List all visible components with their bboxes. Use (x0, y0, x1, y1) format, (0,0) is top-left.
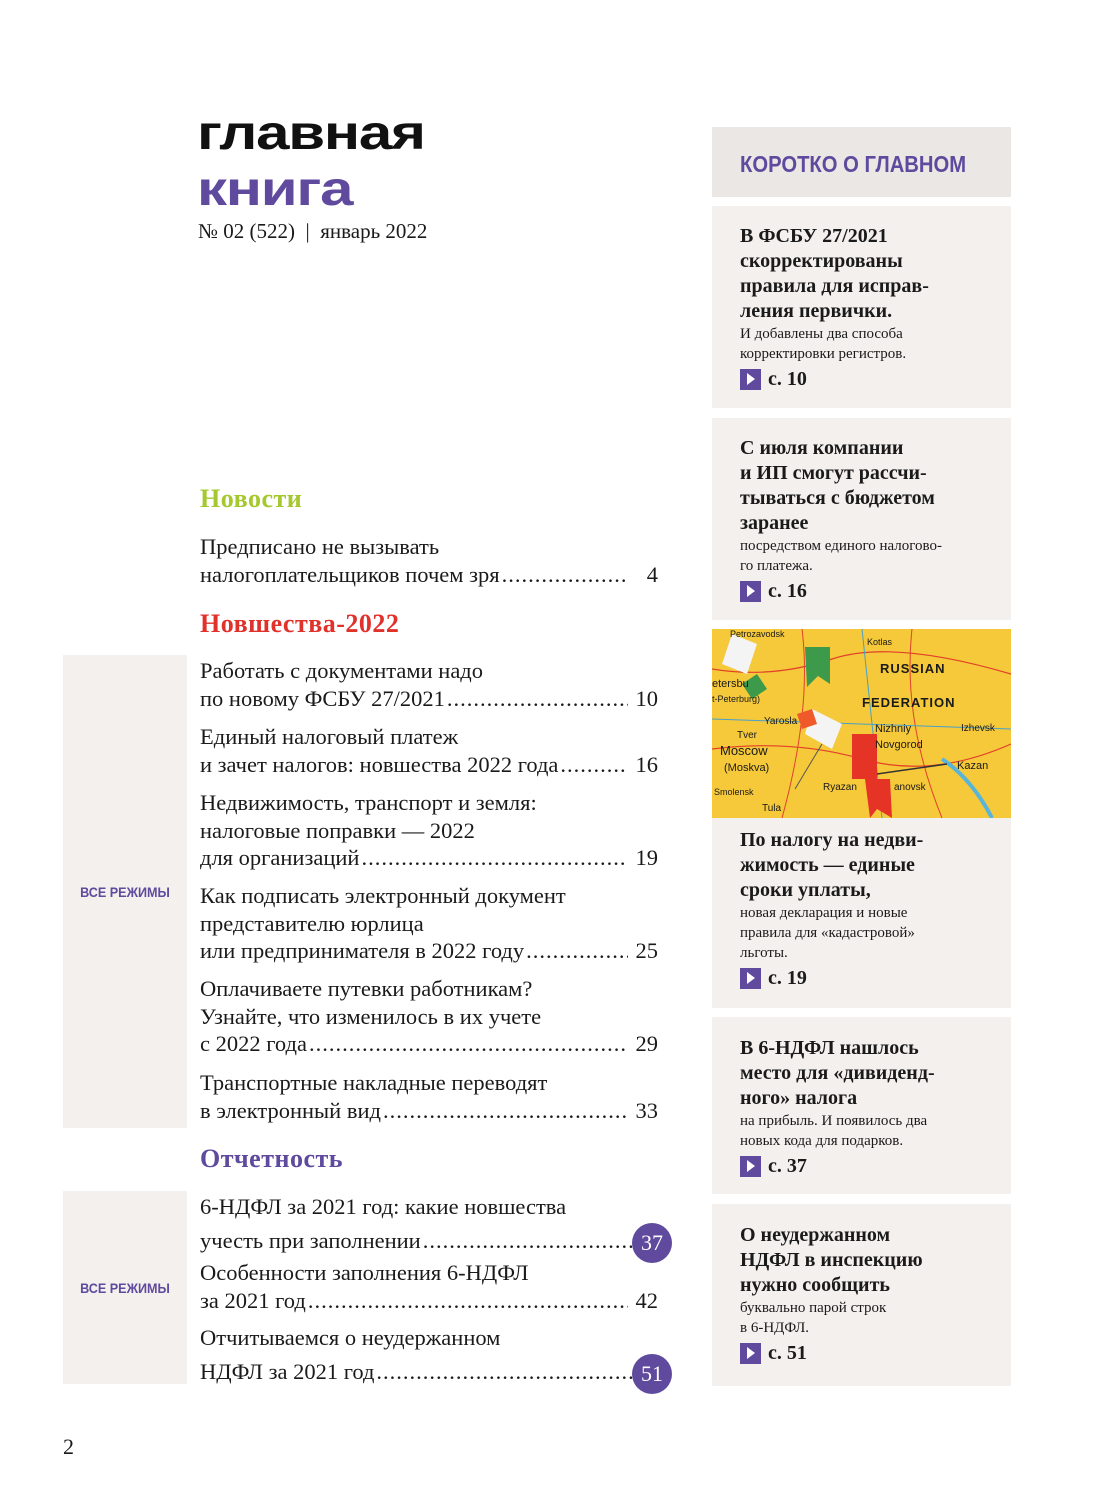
page-number-badge: 37 (632, 1223, 672, 1263)
toc-entry-line (200, 844, 658, 872)
toc-entry-text: Узнайте, что изменилось в их учете (200, 1003, 542, 1029)
section-title-2022: Новшества-2022 (200, 609, 400, 638)
toc-entry-text: Отчитываемся о неудержанном (200, 1325, 501, 1350)
play-arrow-icon (740, 968, 761, 989)
toc-entry[interactable] (200, 975, 658, 1058)
map-label: Yarosla (764, 716, 798, 727)
map-label: Smolensk (714, 787, 754, 797)
toc-entry[interactable] (200, 1259, 658, 1314)
toc-entry-text: НДФЛ за 2021 год (200, 1358, 375, 1384)
play-arrow-icon (740, 369, 761, 390)
news-card[interactable] (712, 1204, 1011, 1386)
card-content (740, 1036, 995, 1178)
toc-entry-line (200, 561, 658, 589)
card-title-line: место для «дивиденд- (740, 1062, 935, 1084)
news-card[interactable] (712, 418, 1011, 620)
regime-label: ВСЕ РЕЖИМЫ (80, 884, 170, 900)
toc-entry-line (200, 1287, 658, 1315)
toc-entry-line (200, 817, 658, 845)
toc-page-number: 19 (635, 845, 658, 870)
toc-entry-text: с 2022 года (200, 1031, 307, 1056)
toc-entry[interactable] (200, 882, 658, 965)
card-title-line: С июля компании (740, 437, 904, 459)
card-desc-line: новая декларация и новые (740, 905, 908, 921)
sidebar-header (712, 127, 1011, 197)
card-desc-line: правила для «кадастровой» (740, 925, 915, 941)
toc-entry-text: Единый налоговый платеж (200, 724, 459, 749)
toc-entry-text: или предпринимателя в 2022 году (200, 938, 525, 963)
map-label: Kotlas (867, 637, 893, 647)
regime-label: ВСЕ РЕЖИМЫ (80, 1280, 170, 1296)
dot-leader (308, 1287, 628, 1315)
page-ref: с. 37 (768, 1155, 807, 1177)
card-title-line: сроки уплаты, (740, 879, 871, 901)
toc-entry-line (200, 882, 658, 910)
page-number-badge: 51 (632, 1354, 672, 1394)
toc-page-number: 10 (635, 685, 658, 711)
toc-entry-text: Транспортные накладные переводят (200, 1070, 548, 1095)
card-title-line: правила для исправ- (740, 275, 929, 297)
logo-line-2: книга (197, 163, 353, 216)
card-title-line: По налогу на недви- (740, 829, 924, 851)
toc-entry[interactable] (200, 1069, 658, 1124)
card-desc-line: И добавлены два способа (740, 326, 903, 342)
card-content (740, 224, 995, 391)
page-ref-link[interactable] (740, 967, 995, 990)
page-ref-link[interactable] (740, 1155, 995, 1178)
dot-leader (383, 1097, 628, 1125)
toc-page-number: 4 (646, 561, 658, 587)
toc-entry-line (200, 723, 658, 751)
toc-entry-text: представителю юрлица (200, 910, 424, 936)
page-ref: с. 10 (768, 368, 807, 390)
map-label: FEDERATION (862, 695, 956, 710)
dot-leader (309, 1030, 628, 1058)
card-title-line: жимость — единые (740, 854, 915, 876)
card-title-line: В 6-НДФЛ нашлось (740, 1037, 919, 1059)
toc-entry-line (200, 1097, 658, 1125)
toc-entry-line (200, 1259, 658, 1287)
toc-page-number: 16 (635, 751, 658, 777)
toc-entry[interactable] (200, 1193, 663, 1261)
news-card[interactable] (712, 1017, 1011, 1194)
issue-info: № 02 (522) | январь 2022 (198, 219, 428, 243)
card-desc-line: го платежа. (740, 558, 813, 574)
toc-entry-text: по новому ФСБУ 27/2021 (200, 685, 445, 711)
map-label: Novgorod (875, 739, 923, 751)
toc-entry[interactable] (200, 657, 658, 712)
map-label: Petrozavodsk (730, 629, 785, 639)
toc-entry-line (200, 533, 658, 561)
toc-entry-text: и зачет налогов: новшества 2022 года (200, 751, 559, 777)
card-title-line: О неудержанном (740, 1224, 891, 1246)
dot-leader (502, 561, 628, 589)
play-arrow-icon (740, 1343, 761, 1364)
toc-entry-text: Работать с документами надо (200, 658, 483, 683)
card-title-line: тываться с бюджетом (740, 487, 935, 509)
toc-entry[interactable] (200, 1324, 663, 1392)
map-label: Moscow (720, 743, 768, 758)
map-label: Tver (737, 730, 757, 741)
play-arrow-icon (740, 581, 761, 602)
page-ref: с. 16 (768, 580, 807, 602)
card-desc-line: посредством единого налогово- (740, 538, 943, 554)
page-ref: с. 51 (768, 1342, 807, 1364)
map-label: Tula (762, 803, 782, 814)
toc-entry[interactable] (200, 723, 658, 778)
map-label: Kazan (957, 760, 989, 772)
toc-entry-line (200, 1221, 663, 1261)
card-title-line: НДФЛ в инспекцию (740, 1249, 923, 1271)
map-label: Ryazan (823, 782, 857, 793)
toc-entry-text: налоговые поправки — 2022 (200, 817, 475, 843)
toc-entry-text: для организаций (200, 845, 360, 870)
card-desc-line: буквально парой строк (740, 1300, 887, 1316)
toc-entry[interactable] (200, 789, 658, 872)
toc-entry-line (200, 910, 658, 938)
dot-leader (361, 844, 628, 872)
dot-leader (447, 685, 628, 713)
toc-entry-line (200, 1352, 663, 1392)
dot-leader (423, 1227, 632, 1255)
news-card[interactable] (712, 818, 1011, 1008)
toc-entry-line (200, 1069, 658, 1097)
map-label: Nizhniy (875, 723, 912, 735)
toc-entry-line (200, 1324, 658, 1352)
dot-leader (376, 1358, 632, 1386)
card-title-line: ного» налога (740, 1087, 858, 1109)
card-desc-line: корректировки регистров. (740, 346, 907, 362)
toc-page-number: 33 (635, 1097, 658, 1123)
page-ref-link[interactable] (740, 580, 995, 603)
toc-entry-text: в электронный вид (200, 1097, 381, 1123)
toc-entry-text: 6-НДФЛ за 2021 год: какие новшества (200, 1194, 567, 1219)
card-title-line: скорректированы (740, 250, 903, 272)
map-label: etersbu (712, 678, 749, 690)
dot-leader (526, 937, 628, 965)
toc-entry-line (200, 685, 658, 713)
toc-entry[interactable] (200, 533, 658, 588)
toc-entry-line (200, 1003, 658, 1031)
toc-entry-text: Оплачиваете путевки работникам? (200, 976, 533, 1001)
section-title-reporting: Отчетность (200, 1144, 344, 1173)
toc-entry-text: налогоплательщиков почем зря (200, 561, 500, 587)
card-content (740, 1223, 995, 1365)
card-title-line: В ФСБУ 27/2021 (740, 225, 888, 247)
card-content (740, 436, 995, 603)
card-desc-line: на прибыль. И появилось два (740, 1113, 928, 1129)
toc-entry-text: Недвижимость, транспорт и земля: (200, 790, 537, 815)
map-label: (Moskva) (724, 762, 770, 774)
page-ref-link[interactable] (740, 368, 995, 391)
card-title-line: ления первички. (740, 300, 893, 322)
card-desc-line: льготы. (740, 945, 788, 961)
toc-entry-text: Как подписать электронный документ (200, 883, 566, 908)
page-ref: с. 19 (768, 967, 807, 989)
toc-entry-line (200, 1030, 658, 1058)
toc-page-number: 42 (635, 1287, 658, 1313)
toc-entry-line (200, 975, 658, 1003)
toc-entry-line (200, 657, 658, 685)
toc-entry-line (200, 937, 658, 965)
page-number: 2 (63, 1434, 74, 1459)
card-content (740, 828, 995, 990)
play-arrow-icon (740, 1156, 761, 1177)
toc-entry-line (200, 751, 658, 779)
toc-entry-text: Предписано не вызывать (200, 534, 440, 559)
news-card[interactable] (712, 206, 1011, 408)
map-label: t-Peterburg) (712, 694, 761, 704)
dot-leader (560, 751, 628, 779)
toc-entry-line (200, 1193, 658, 1221)
page-ref-link[interactable] (740, 1342, 995, 1365)
card-desc-line: новых кода для подарков. (740, 1133, 904, 1149)
sidebar-title: КОРОТКО О ГЛАВНОМ (740, 151, 967, 177)
toc-entry-text: за 2021 год (200, 1287, 306, 1313)
logo-line-1: главная (197, 107, 425, 160)
toc-entry-line (200, 789, 658, 817)
card-title-line: заранее (740, 512, 809, 534)
toc-page-number: 29 (635, 1031, 658, 1056)
russia-map-image (712, 629, 1011, 818)
map-label: RUSSIAN (880, 661, 946, 676)
card-title-line: и ИП смогут рассчи- (740, 462, 927, 484)
map-label: Izhevsk (961, 723, 995, 734)
toc-entry-text: учесть при заполнении (200, 1227, 421, 1253)
card-desc-line: в 6-НДФЛ. (740, 1320, 810, 1336)
toc-page-number: 25 (635, 938, 658, 963)
section-title-news: Новости (200, 484, 303, 513)
toc-entry-text: Особенности заполнения 6-НДФЛ (200, 1260, 529, 1285)
map-label: anovsk (894, 782, 926, 793)
card-title-line: нужно сообщить (740, 1274, 890, 1296)
